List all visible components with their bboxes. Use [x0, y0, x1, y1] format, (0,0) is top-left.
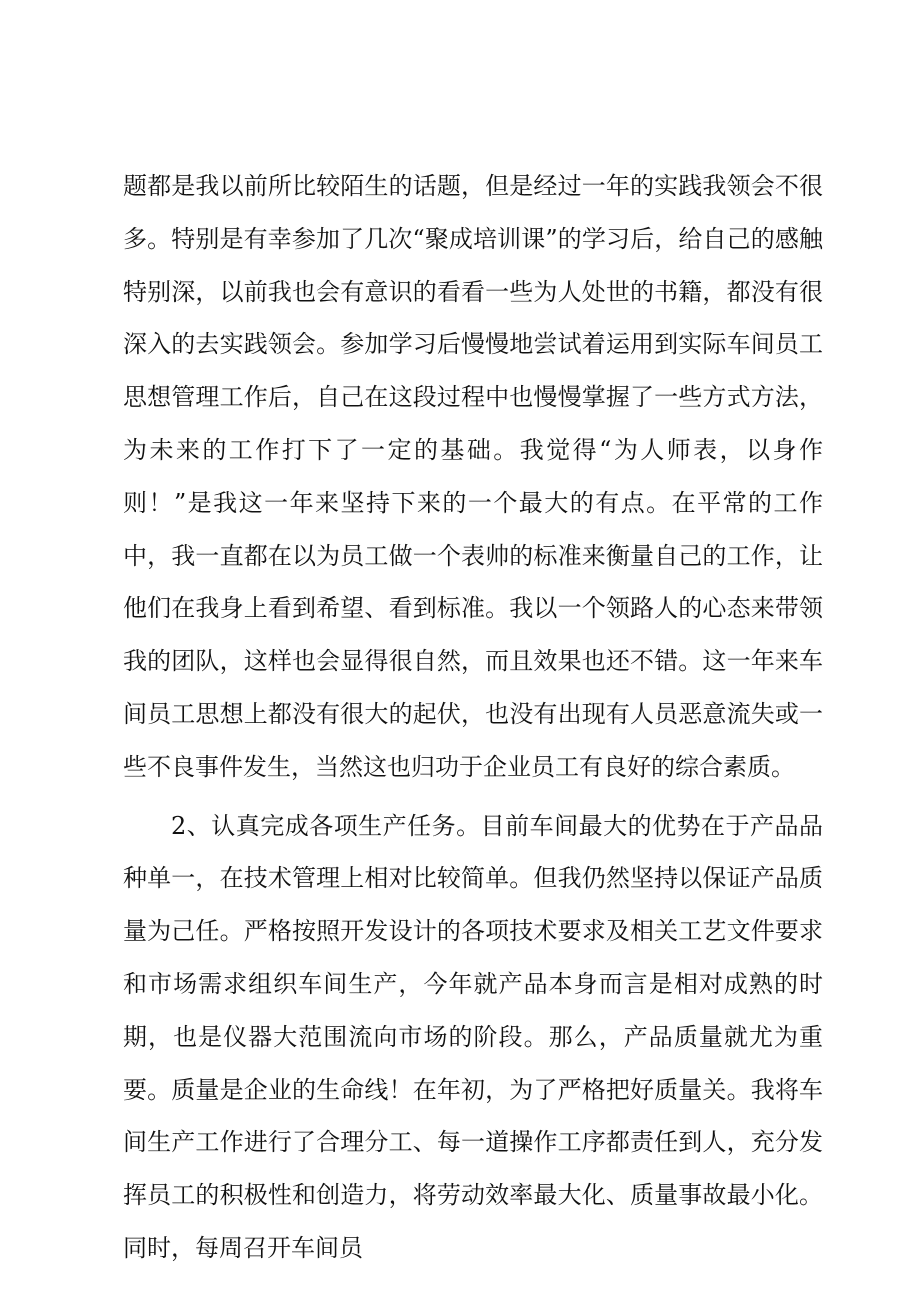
document-body	[123, 160, 823, 1275]
paragraph-continuation: 题都是我以前所比较陌生的话题，但是经过一年的实践我领会不很多。特别是有幸参加了几次“聚成培训课”的学习后，给自己的感触特别深，以前我也会有意识的看看一些为人处世的书籍，都没有很深入的去实践领会。参加学习后慢慢地尝试着运用到实际车间员工思想管理工作后，自己在这段过程中也慢慢掌握了一些方式方法，为未来的工作打下了一定的基础。我觉得“为人师表，以身作则！”是我这一年来坚持下来的一个最大的有点。在平常的工作中，我一直都在以为员工做一个表帅的标准来衡量自己的工作，让他们在我身上看到希望、看到标准。我以一个领路人的心态来带领我的团队，这样也会显得很自然，而且效果也还不错。这一年来车间员工思想上都没有很大的起伏，也没有出现有人员恶意流失或一些不良事件发生，当然这也归功于企业员工有良好的综合素质。	[123, 172, 823, 781]
paragraph-item-2: 2、认真完成各项生产任务。目前车间最大的优势在于产品品种单一，在技术管理上相对比较简单。但我仍然坚持以保证产品质量为己任。严格按照开发设计的各项技术要求及相关工艺文件要求和市场需求组织车间生产，今年就产品本身而言是相对成熟的时期，也是仪器大范围流向市场的阶段。那么，产品质量就尤为重要。质量是企业的生命线！在年初，为了严格把好质量关。我将车间生产工作进行了合理分工、每一道操作工序都责任到人，充分发挥员工的积极性和创造力，将劳动效率最大化、质量事故最小化。同时，每周召开车间员	[123, 811, 823, 1262]
